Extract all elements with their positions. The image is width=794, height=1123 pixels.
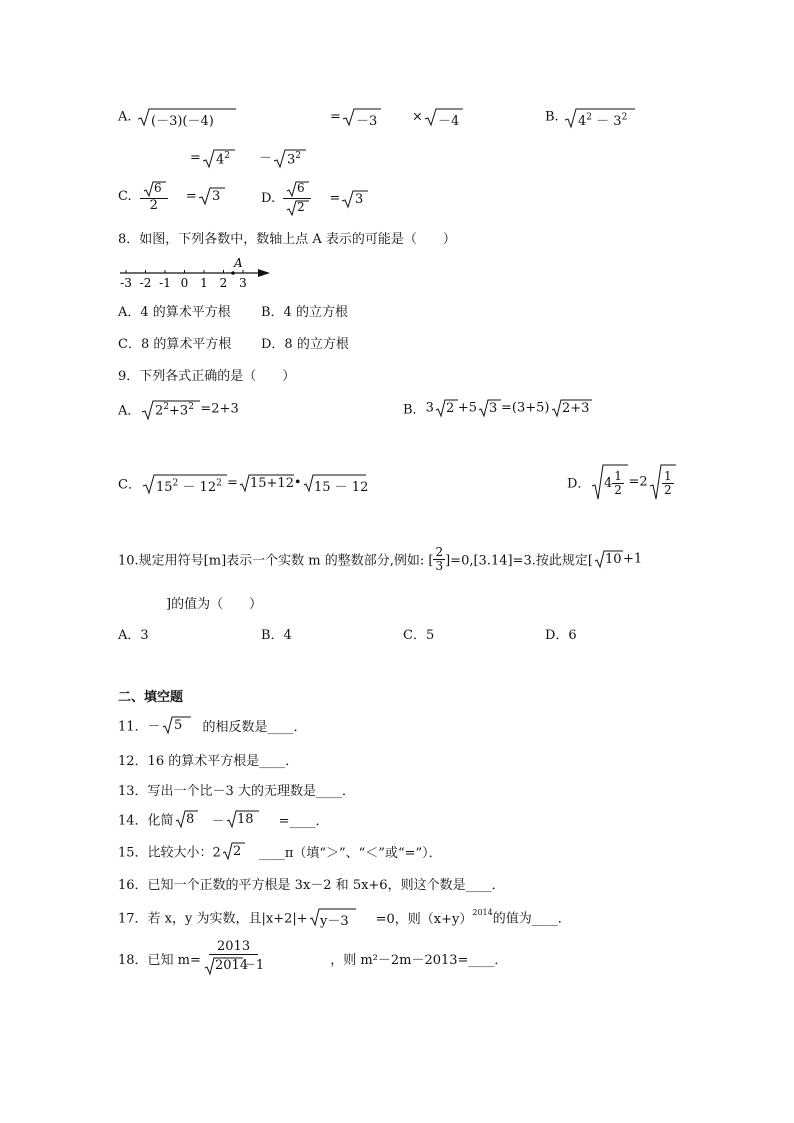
sqrt-symbol: y－3 — [308, 906, 356, 928]
q9-option-d: D． 4 $\frac{1}{2}$ =2 $\frac{1}{2}$ — [567, 462, 676, 502]
sqrt-symbol: 18 — [225, 808, 259, 830]
sqrt-symbol: 15+12 — [238, 472, 294, 494]
q8-option-a: A．4 的算术平方根 — [118, 305, 231, 320]
axis-tick-label: 3 — [239, 276, 247, 290]
sqrt-symbol: 10 — [593, 548, 623, 570]
sqrt-symbol: 15 － 12 — [302, 472, 366, 494]
q9-option-a: A． $2^2+3^2$ =2+3 — [118, 396, 239, 422]
q7-b-label: B. — [545, 109, 559, 125]
sqrt-symbol: $\frac{1}{2}$ — [648, 462, 676, 502]
q7-a-label: A. — [118, 109, 132, 125]
q9-option-b: B．3 2 +5 3 =(3+5) 2+3 — [403, 397, 592, 419]
sqrt-symbol: 3 — [197, 185, 225, 207]
q7-a-rhs — [330, 106, 381, 128]
sqrt-symbol: 2+3 — [550, 397, 592, 419]
sqrt-symbol: 3 — [477, 397, 501, 419]
fraction: $\frac{6}{2}$ — [283, 180, 311, 217]
q14: 14．化简 8 － 18 =____． — [118, 808, 328, 830]
sqrt-symbol: $15^2 - 12^2$ — [141, 470, 227, 496]
axis-tick-label: 1 — [200, 276, 208, 290]
sqrt-symbol: 2 — [221, 840, 245, 862]
q7-a-rhs2 — [412, 106, 463, 128]
q16: 16．已知一个正数的平方根是 3x－2 和 5x+6，则这个数是____． — [118, 878, 505, 893]
q7-option-d: D. $\frac{6}{2}$ = 3 — [261, 180, 368, 217]
equals-sign: = — [330, 109, 341, 125]
sqrt-symbol: $4^2 - 3^2$ — [563, 104, 635, 130]
sqrt-symbol: 2014 — [203, 955, 243, 977]
sqrt-symbol: －4 — [423, 106, 463, 128]
axis-tick-label: -3 — [120, 276, 132, 290]
axis-tick-label: 0 — [180, 276, 189, 290]
q9-stem: 9．下列各式正确的是（ ） — [118, 369, 296, 384]
q8-option-c: C．8 的算术平方根 — [118, 337, 232, 352]
sqrt-symbol: 5 — [161, 714, 191, 736]
q15: 15．比较大小：2 2 ____π（填“＞”、“＜”或“=”）． — [118, 840, 442, 862]
section-title: 二、填空题 — [118, 690, 184, 705]
q11: 11．－ 5 的相反数是____． — [118, 714, 307, 736]
q8-option-d: D．8 的立方根 — [261, 337, 349, 352]
q7-b-continuation: = $4^2$ － $3^2$ — [190, 146, 306, 170]
point-a-marker — [231, 271, 235, 275]
q17: 17．若 x，y 为实数，且|x+2|+ y－3 =0，则$(x+y)^{2014}$的值为____． — [118, 906, 571, 928]
sqrt-symbol: －3 — [341, 106, 381, 128]
q13: 13．写出一个比－3 大的无理数是____． — [118, 784, 355, 799]
q8-stem: 8．如图，下列各数中，数轴上点 A 表示的可能是（ ） — [118, 232, 456, 247]
sqrt-symbol — [136, 106, 236, 128]
sqrt-symbol: 8 — [174, 808, 198, 830]
q10-option-b: B．4 — [261, 628, 292, 643]
sqrt-symbol: 4 $\frac{1}{2}$ — [590, 462, 628, 502]
sqrt-symbol: $2^2+3^2$ — [140, 396, 200, 422]
fraction: 2013 2014 －1 — [201, 940, 266, 977]
fraction: $\frac{2}{3}$ — [435, 545, 444, 573]
q7-option-b — [545, 104, 635, 130]
q10-option-c: C．5 — [403, 628, 435, 643]
sqrt-symbol: 3 — [340, 188, 368, 210]
q7-a-radicand: (－3)(－4) — [150, 114, 214, 129]
point-a-label: A — [234, 256, 243, 270]
q10-option-d: D．6 — [545, 628, 577, 643]
arrow-right-icon — [258, 269, 270, 277]
q8-option-b: B．4 的立方根 — [261, 305, 348, 320]
sqrt-symbol: $3^2$ — [272, 146, 306, 170]
number-line — [118, 255, 273, 291]
axis-tick-label: -1 — [159, 276, 171, 290]
q10-stem-line2: ]的值为（ ） — [166, 597, 263, 612]
sqrt-symbol: 2 — [434, 397, 458, 419]
q10-option-a: A．3 — [118, 628, 149, 643]
axis-tick-label: -2 — [139, 276, 152, 290]
fraction: $\frac{6}{2}$ — [140, 180, 168, 213]
axis-tick-label: 2 — [219, 276, 228, 290]
q18: 18．已知 m= 2013 2014 －1 ，则 m²－2m－2013=____． — [118, 940, 507, 977]
q9-option-c: C． $15^2 - 12^2$ = 15+12 • 15 － 12 — [118, 470, 366, 496]
times-sign: × — [412, 109, 423, 125]
sqrt-symbol: $4^2$ — [201, 146, 235, 170]
q10-stem: 10.规定用符号[m]表示一个实数 m 的整数部分,例如: [ $\frac{2}{3}$ ]=0,[3.14]=3.按此规定[ 10 +1 — [118, 545, 643, 573]
q12: 12．16 的算术平方根是____． — [118, 754, 299, 769]
q7-option-a — [118, 106, 236, 128]
q7-option-c: C. $\frac{6}{2}$ = 3 — [118, 180, 225, 213]
